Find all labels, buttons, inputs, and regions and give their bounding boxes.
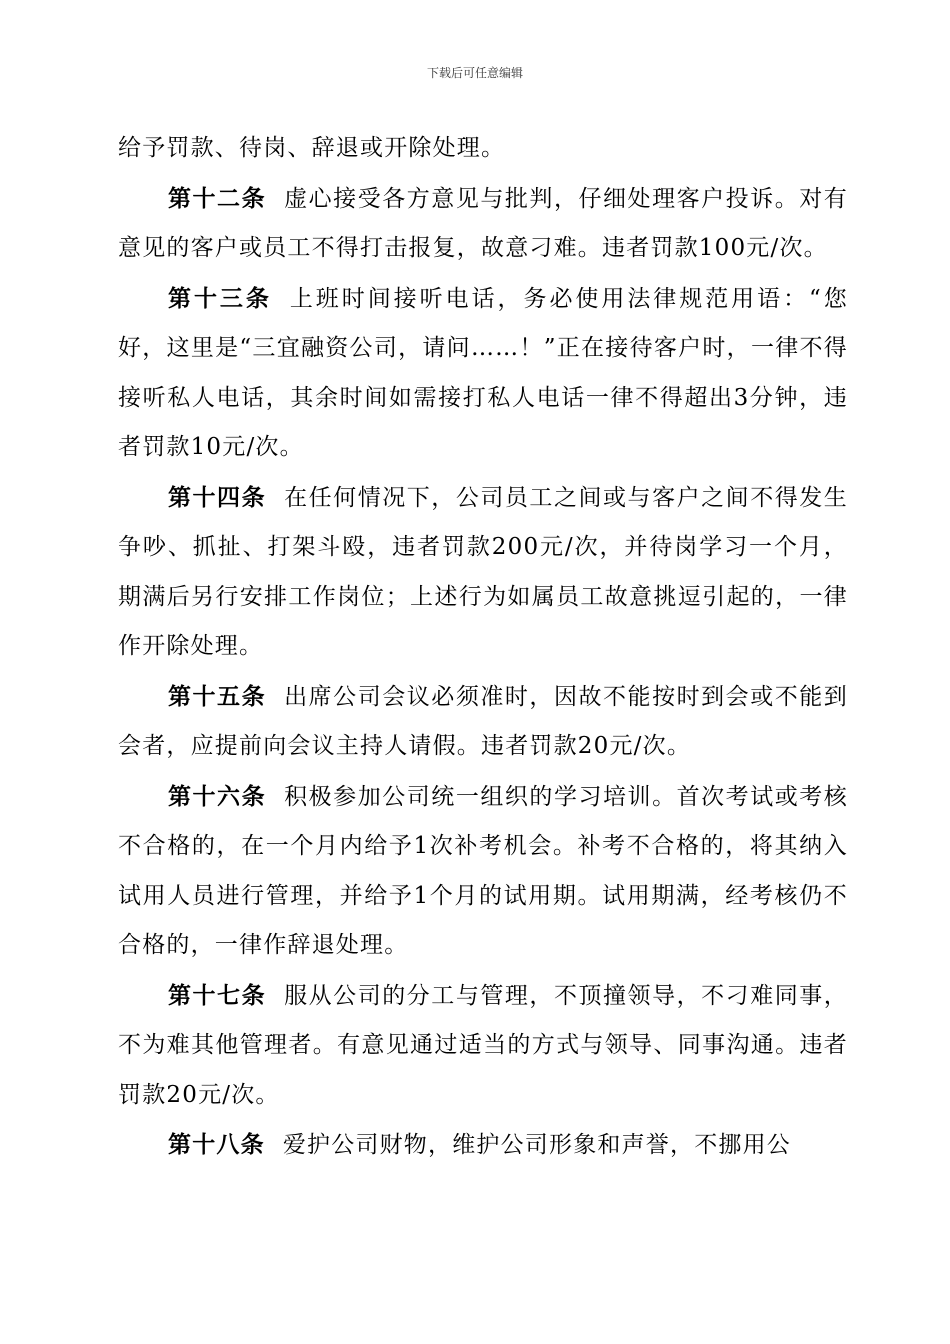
article-18 [118,1120,848,1171]
article-text: 出席公司会议必须准时，因故不能按时到会或不能到会者，应提前向会议主持人请假。违者罚款20元/次。 [118,683,848,759]
article-15 [118,672,848,772]
article-13 [118,274,848,473]
article-text: 上班时间接听电话，务必使用法律规范用语：“您好，这里是“三宜融资公司，请问……！”正在接待客户时，一律不得接听私人电话，其余时间如需接打私人电话一律不得超出3分钟，违者罚款10元/次。 [118,285,848,460]
article-title: 第十七条 [168,981,267,1009]
article-text: 服从公司的分工与管理，不顶撞领导，不刁难同事，不为难其他管理者。有意见通过适当的方式与领导、同事沟通。违者罚款20元/次。 [118,982,848,1108]
lead-paragraph: 给予罚款、待岗、辞退或开除处理。 [118,135,506,161]
article-title: 第十三条 [168,284,272,312]
article-title: 第十八条 [168,1131,265,1158]
article-text: 在任何情况下，公司员工之间或与客户之间不得发生争吵、抓扯、打架斗殴，违者罚款200元/次，并待岗学习一个月，期满后另行安排工作岗位；上述行为如属员工故意挑逗引起的，一律作开除处理。 [118,484,848,659]
article-text: 爱护公司财物，维护公司形象和声誉，不挪用公 [282,1132,792,1158]
article-title: 第十二条 [168,184,267,212]
document-body [118,124,848,1171]
article-text: 虚心接受各方意见与批判，仔细处理客户投诉。对有意见的客户或员工不得打击报复，故意刁难。违者罚款100元/次。 [118,185,848,261]
article-title: 第十五条 [168,682,267,710]
article-12 [118,174,848,274]
article-text: 积极参加公司统一组织的学习培训。首次考试或考核不合格的，在一个月内给予1次补考机会。补考不合格的，将其纳入试用人员进行管理，并给予1个月的试用期。试用期满，经考核仍不合格的，一律作辞退处理。 [118,783,848,958]
article-title: 第十四条 [168,483,267,511]
article-title: 第十六条 [168,782,267,810]
article-16 [118,772,848,971]
article-14 [118,473,848,672]
article-17 [118,971,848,1121]
page-header: 下载后可任意编辑 [426,66,523,80]
